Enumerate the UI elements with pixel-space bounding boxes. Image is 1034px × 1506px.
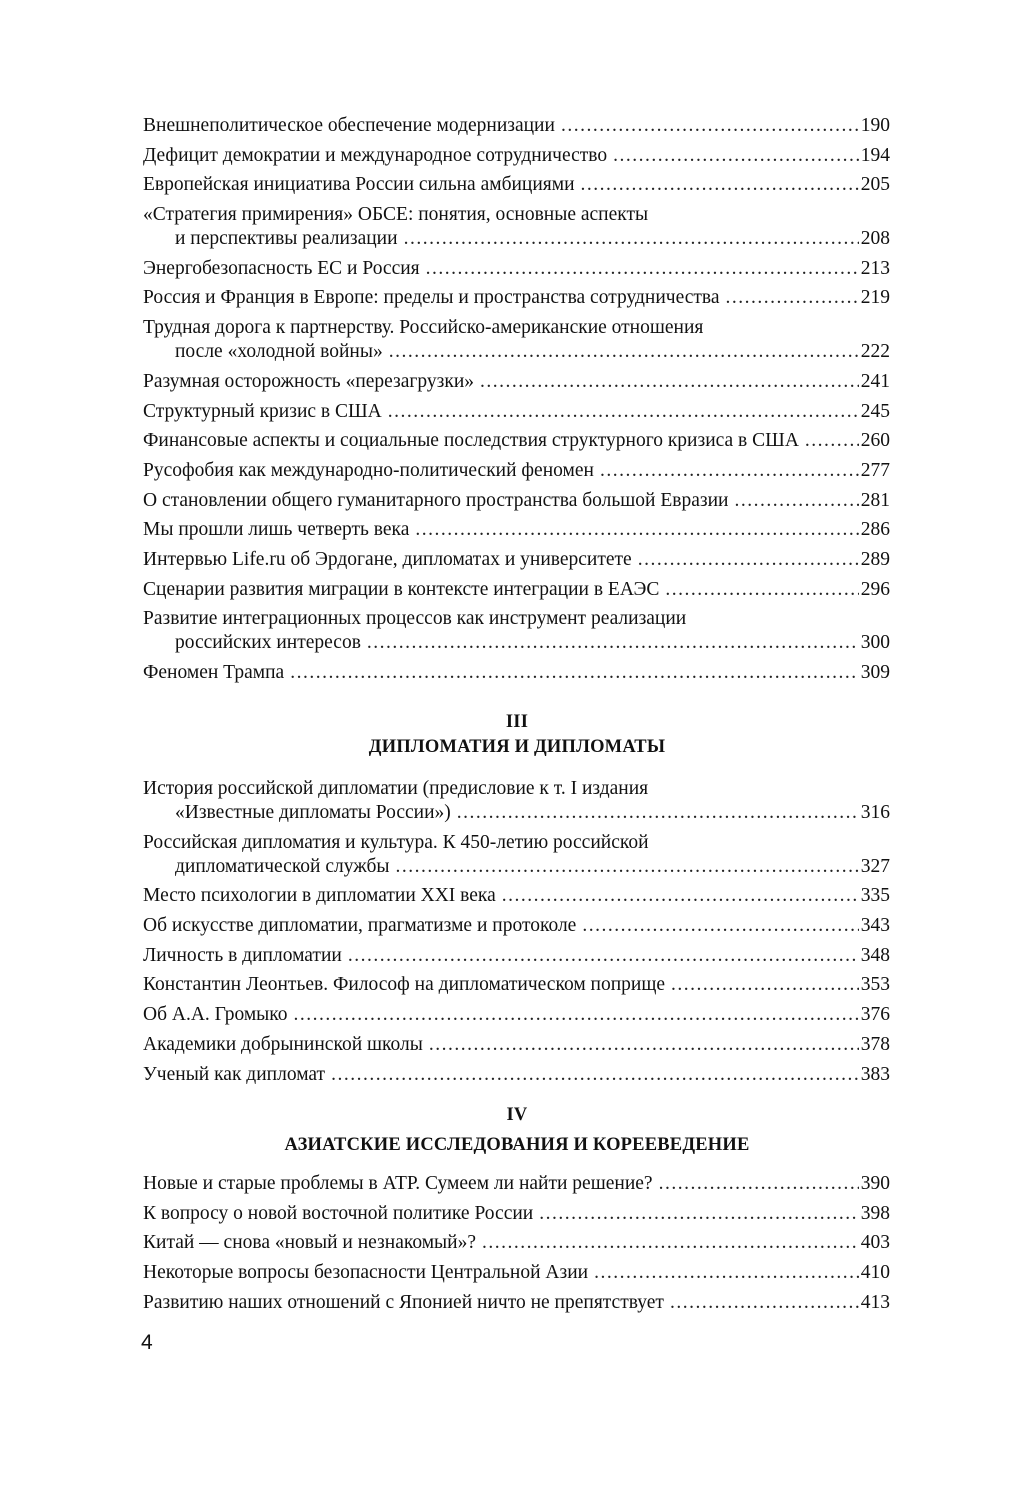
toc-entry-title: Некоторые вопросы безопасности Центральной Азии bbox=[143, 1262, 589, 1284]
toc-entry-title-continuation: и перспективы реализации bbox=[175, 228, 398, 250]
dot-leader bbox=[482, 1231, 859, 1255]
toc-entry bbox=[143, 884, 890, 908]
toc-entry-title: История российской дипломатии (предисловие к т. I издания bbox=[143, 778, 649, 799]
toc-entry bbox=[143, 286, 890, 310]
toc-entry-title: «Стратегия примирения» ОБСЕ: понятия, основные аспекты bbox=[143, 204, 649, 226]
toc-section-iv-list bbox=[143, 1172, 890, 1320]
toc-entry-title: Финансовые аспекты и социальные последствия структурного кризиса в США bbox=[143, 430, 799, 452]
toc-entry bbox=[143, 316, 890, 364]
toc-entry-title: Интервью Life.ru об Эрдогане, дипломатах и университете bbox=[143, 548, 632, 570]
dot-leader bbox=[294, 1003, 859, 1027]
dot-leader bbox=[389, 340, 859, 364]
toc-entry bbox=[143, 518, 890, 542]
toc-entry-title: Русофобия как международно-политический феномен bbox=[143, 459, 594, 481]
toc-entry-page-number: 213 bbox=[860, 257, 890, 279]
toc-entry-title: Сценарии развития миграции в контексте интеграции в ЕАЭС bbox=[143, 578, 660, 600]
toc-entry-title-continuation: дипломатической службы bbox=[175, 855, 390, 877]
toc-entry-title: Европейская инициатива России сильна амбициями bbox=[143, 174, 575, 196]
toc-entry-title: Мы прошли лишь четверть века bbox=[143, 519, 410, 541]
toc-entry bbox=[143, 831, 890, 879]
toc-entry-page-number: 353 bbox=[860, 974, 890, 996]
dot-leader bbox=[582, 914, 858, 938]
toc-entry-title: О становлении общего гуманитарного пространства большой Евразии bbox=[143, 489, 729, 511]
section-iv-title: АЗИАТСКИЕ ИССЛЕДОВАНИЯ И КОРЕЕВЕДЕНИЕ bbox=[284, 1135, 750, 1155]
toc-entry-page-number: 403 bbox=[860, 1232, 890, 1254]
toc-entry-title: Разумная осторожность «перезагрузки» bbox=[143, 370, 475, 392]
toc-entry-title: К вопросу о новой восточной политике России bbox=[143, 1202, 534, 1224]
toc-section-ii-list bbox=[143, 114, 890, 691]
toc-entry-page-number: 296 bbox=[860, 578, 890, 600]
toc-entry-page-number: 281 bbox=[860, 489, 890, 511]
toc-entry-page-number: 208 bbox=[860, 228, 890, 250]
toc-entry-title: Трудная дорога к партнерству. Российско-американские отношения bbox=[143, 317, 704, 339]
dot-leader bbox=[331, 1063, 859, 1087]
toc-entry-page-number: 383 bbox=[860, 1063, 890, 1085]
dot-leader bbox=[502, 884, 859, 908]
toc-entry-title: Место психологии в дипломатии XXI века bbox=[143, 885, 496, 907]
toc-entry-page-number: 335 bbox=[860, 885, 890, 907]
dot-leader bbox=[665, 578, 858, 602]
toc-entry bbox=[143, 944, 890, 968]
toc-entry bbox=[143, 429, 890, 453]
toc-entry bbox=[143, 578, 890, 602]
dot-leader bbox=[805, 429, 859, 453]
section-iii-title: ДИПЛОМАТИЯ И ДИПЛОМАТЫ bbox=[368, 737, 666, 757]
toc-entry-title: Внешнеполитическое обеспечение модернизации bbox=[143, 115, 555, 136]
toc-entry-title: Об искусстве дипломатии, прагматизме и протоколе bbox=[143, 915, 577, 937]
toc-entry-page-number: 413 bbox=[860, 1291, 890, 1313]
toc-entry-title: Россия и Франция в Европе: пределы и пространства сотрудничества bbox=[143, 287, 720, 309]
toc-entry bbox=[143, 1003, 890, 1027]
toc-entry-page-number: 245 bbox=[860, 400, 890, 422]
toc-entry-page-number: 205 bbox=[860, 174, 890, 196]
toc-entry-title: Константин Леонтьев. Философ на дипломатическом поприще bbox=[143, 974, 666, 996]
toc-entry bbox=[143, 459, 890, 483]
toc-entry-page-number: 343 bbox=[860, 915, 890, 937]
toc-entry-title: Феномен Трампа bbox=[143, 662, 285, 683]
toc-entry-title: Ученый как дипломат bbox=[143, 1063, 326, 1085]
toc-entry bbox=[143, 1231, 890, 1255]
toc-entry-page-number: 348 bbox=[860, 944, 890, 966]
dot-leader bbox=[415, 518, 858, 542]
toc-entry bbox=[143, 203, 890, 251]
toc-entry bbox=[143, 489, 890, 513]
dot-leader bbox=[734, 489, 858, 513]
toc-entry bbox=[143, 914, 890, 938]
dot-leader bbox=[290, 661, 859, 685]
dot-leader bbox=[348, 944, 859, 968]
toc-entry bbox=[143, 1202, 890, 1226]
toc-entry-page-number: 260 bbox=[860, 430, 890, 452]
toc-entry-title-continuation: «Известные дипломаты России») bbox=[175, 802, 451, 823]
dot-leader bbox=[429, 1033, 859, 1057]
toc-entry-title: Энергобезопасность ЕС и Россия bbox=[143, 257, 420, 279]
dot-leader bbox=[395, 855, 858, 879]
toc-entry bbox=[143, 607, 890, 655]
toc-entry bbox=[143, 973, 890, 997]
dot-leader bbox=[638, 548, 859, 572]
section-iii-numeral: III bbox=[505, 712, 529, 732]
toc-entry-title: Китай — снова «новый и незнакомый»? bbox=[143, 1232, 476, 1254]
section-iv-numeral: IV bbox=[506, 1105, 528, 1125]
toc-entry bbox=[143, 1063, 890, 1087]
toc-section-iii-list bbox=[143, 777, 890, 1092]
dot-leader bbox=[480, 370, 859, 394]
toc-entry-page-number: 194 bbox=[860, 144, 890, 166]
toc-entry-page-number: 289 bbox=[860, 548, 890, 570]
toc-entry-page-number: 398 bbox=[860, 1202, 890, 1224]
toc-entry bbox=[143, 661, 890, 685]
toc-entry bbox=[143, 400, 890, 424]
toc-entry-title: Личность в дипломатии bbox=[143, 944, 342, 966]
dot-leader bbox=[539, 1202, 859, 1226]
toc-entry-title: Развитию наших отношений с Японией ничто не препятствует bbox=[143, 1291, 664, 1313]
toc-entry-page-number: 222 bbox=[860, 341, 890, 363]
toc-entry-page-number: 390 bbox=[860, 1173, 890, 1194]
toc-entry-page-number: 410 bbox=[860, 1262, 890, 1284]
toc-entry bbox=[143, 370, 890, 394]
toc-entry-title: Об А.А. Громыко bbox=[143, 1004, 288, 1026]
toc-entry bbox=[143, 144, 890, 168]
dot-leader bbox=[404, 227, 859, 251]
toc-entry-title: Академики добрынинской школы bbox=[143, 1033, 423, 1055]
dot-leader bbox=[388, 400, 859, 424]
toc-entry bbox=[143, 1033, 890, 1057]
dot-leader bbox=[600, 459, 859, 483]
toc-entry-title-continuation: российских интересов bbox=[175, 632, 361, 654]
toc-entry-page-number: 300 bbox=[860, 632, 890, 654]
toc-entry-title: Российская дипломатия и культура. К 450-летию российской bbox=[143, 831, 649, 853]
toc-entry-page-number: 376 bbox=[860, 1004, 890, 1026]
toc-entry bbox=[143, 1261, 890, 1285]
dot-leader bbox=[457, 801, 859, 825]
dot-leader bbox=[581, 173, 859, 197]
dot-leader bbox=[613, 144, 859, 168]
toc-entry bbox=[143, 1291, 890, 1315]
toc-entry-page-number: 309 bbox=[860, 662, 890, 683]
toc-entry bbox=[143, 548, 890, 572]
toc-entry-title: Новые и старые проблемы в АТР. Сумеем ли найти решение? bbox=[143, 1173, 653, 1194]
toc-entry bbox=[143, 777, 890, 825]
dot-leader bbox=[561, 114, 859, 138]
toc-entry bbox=[143, 257, 890, 281]
toc-entry-page-number: 277 bbox=[860, 459, 890, 481]
dot-leader bbox=[594, 1261, 859, 1285]
toc-entry-page-number: 327 bbox=[860, 855, 890, 877]
toc-entry-title: Структурный кризис в США bbox=[143, 400, 382, 422]
toc-entry-title: Дефицит демократии и международное сотрудничество bbox=[143, 144, 608, 166]
dot-leader bbox=[671, 973, 859, 997]
toc-entry bbox=[143, 114, 890, 138]
toc-entry bbox=[143, 173, 890, 197]
dot-leader bbox=[659, 1172, 859, 1196]
toc-entry-page-number: 241 bbox=[860, 370, 890, 392]
page-number: 4 bbox=[141, 1331, 153, 1354]
toc-entry-page-number: 316 bbox=[860, 802, 890, 823]
dot-leader bbox=[426, 257, 859, 281]
toc-entry bbox=[143, 1172, 890, 1196]
toc-entry-title-continuation: после «холодной войны» bbox=[175, 341, 383, 363]
toc-entry-page-number: 286 bbox=[860, 519, 890, 541]
dot-leader bbox=[670, 1291, 859, 1315]
dot-leader bbox=[726, 286, 859, 310]
dot-leader bbox=[367, 631, 859, 655]
toc-entry-title: Развитие интеграционных процессов как инструмент реализации bbox=[143, 608, 687, 630]
toc-entry-page-number: 219 bbox=[860, 287, 890, 309]
toc-entry-page-number: 190 bbox=[860, 115, 890, 136]
toc-entry-page-number: 378 bbox=[860, 1033, 890, 1055]
